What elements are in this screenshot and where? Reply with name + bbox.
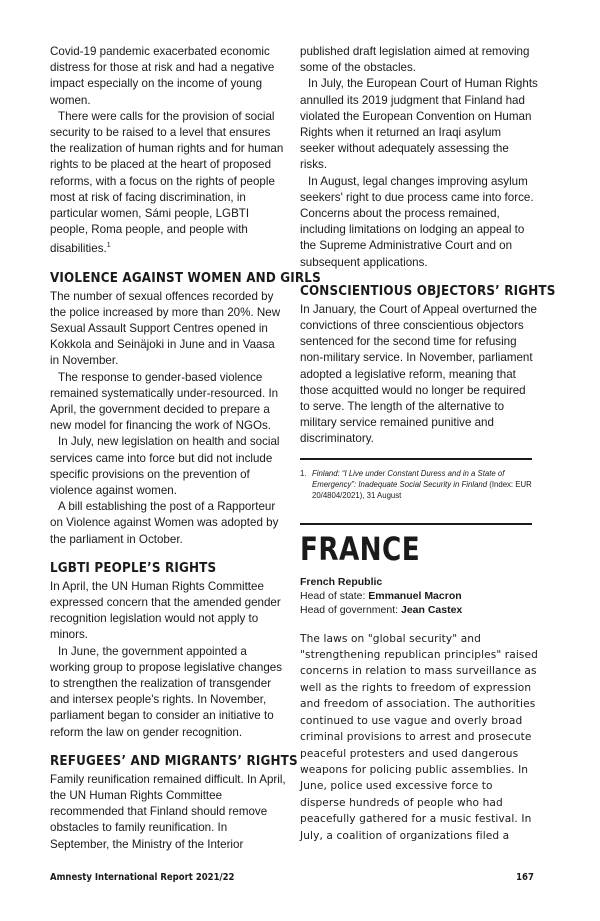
- footnote-text: [312, 468, 538, 501]
- footnote-title[interactable]: Finland: “I Live under Constant Duress and in a State of Emergency”: Inadequate Social Security in Finland: [312, 468, 505, 489]
- section-heading-violence: VIOLENCE AGAINST WOMEN AND GIRLS: [50, 269, 321, 286]
- paragraph: Covid-19 pandemic exacerbated economic distress for those at risk and had a negative impact especially on the income of young women.: [50, 45, 275, 107]
- paragraph-text: There were calls for the provision of social security to be raised to a level that ensures the realization of human rights and for human rights to be placed at the heart of proposed reforms, with a focus on the rights of people most at risk of facing discrimination, in particular women, Sámi people, LGBTI people, Roma people, and people with disabilities.: [50, 109, 284, 256]
- country-summary: The laws on "global security" and "strengthening republican principles" raised concerns in relation to mass surveillance as well as the rights to freedom of expression and freedom of association. The authorities continued to use vague and overly broad criminal provisions to arrest and prosecute peaceful protesters and used dangerous weapons for policing public assemblies. In June, police used excessive force to disperse hundreds of people who had peacefully gathered for a music festival. In July, a coalition of organizations filed a: [300, 632, 538, 842]
- paragraph: The number of sexual offences recorded by the police increased by more than 20%. New Sexual Assault Support Centres opened in Kokkola and Seinäjoki in June and in Vaasa in November.: [50, 289, 281, 368]
- paragraph: In January, the Court of Appeal overturned the convictions of three conscientious objectors sentenced for the second time for refusing non-military service. In November, parliament adopted a legislative reform, meaning that those acquitted would no longer be required to serve. The length of the alternative to military service remained punitive and discriminatory.: [300, 302, 537, 446]
- footnote-reference[interactable]: 1: [106, 242, 111, 250]
- head-of-government-value: Jean Castex: [400, 603, 463, 616]
- country-divider: [300, 523, 532, 525]
- page-number: 167: [516, 872, 534, 883]
- page-footer: [50, 872, 534, 883]
- paragraph: In July, new legislation on health and social services came into force but did not include specific provisions on the prevention of violence against women.: [50, 435, 280, 497]
- footnote-details: (Index: EUR 20/4804/2021), 31 August: [312, 479, 532, 500]
- paragraph: In July, the European Court of Human Rights annulled its 2019 judgment that Finland had violated the European Convention on Human Rights when it returned an Iraqi asylum seeker without adequately assessing the risks.: [300, 77, 538, 172]
- paragraph: [50, 109, 286, 258]
- footnote-divider: [300, 458, 532, 460]
- right-column: [300, 44, 556, 844]
- head-of-state: [300, 589, 538, 603]
- head-of-government-label: Head of government:: [300, 603, 401, 616]
- official-name: French Republic: [300, 575, 383, 588]
- head-of-government: [300, 603, 538, 617]
- footnote-number: 1.: [300, 468, 307, 478]
- section-heading-lgbti: LGBTI PEOPLE’S RIGHTS: [50, 559, 217, 576]
- footnote: [300, 468, 538, 501]
- head-of-state-label: Head of state:: [300, 589, 369, 602]
- report-title: Amnesty International Report 2021/22: [50, 872, 235, 883]
- paragraph: In June, the government appointed a working group to propose legislative changes to strengthen the realization of transgender and intersex people's rights. In November, parliament began to consider an initiative to reform the law on gender recognition.: [50, 644, 283, 739]
- paragraph: In April, the UN Human Rights Committee expressed concern that the amended gender recognition legislation would not apply to minors.: [50, 579, 281, 642]
- section-heading-refugees: REFUGEES’ AND MIGRANTS’ RIGHTS: [50, 752, 298, 769]
- paragraph: In August, legal changes improving asylum seekers' right to due process came into force. Concerns about the process remained, including limitations on lodging an appeal to the Supreme Administrative Court and on subsequent applications.: [300, 174, 534, 269]
- paragraph: The response to gender-based violence remained systematically under-resourced. In April, the government decided to prepare a new model for financing the work of NGOs.: [50, 370, 279, 433]
- paragraph: Family reunification remained difficult. In April, the UN Human Rights Committee recommended that Finland should remove obstacles to family reunification. In September, the Ministry of the Interior: [50, 772, 286, 851]
- section-heading-objectors: CONSCIENTIOUS OBJECTORS’ RIGHTS: [300, 282, 556, 299]
- paragraph: A bill establishing the post of a Rapporteur on Violence against Women was adopted by the parliament in October.: [50, 500, 279, 546]
- left-column: [50, 44, 321, 853]
- country-title: FRANCE: [300, 529, 421, 568]
- head-of-state-value: Emmanuel Macron: [368, 589, 462, 602]
- paragraph: published draft legislation aimed at removing some of the obstacles.: [300, 45, 530, 75]
- country-meta: [300, 575, 538, 617]
